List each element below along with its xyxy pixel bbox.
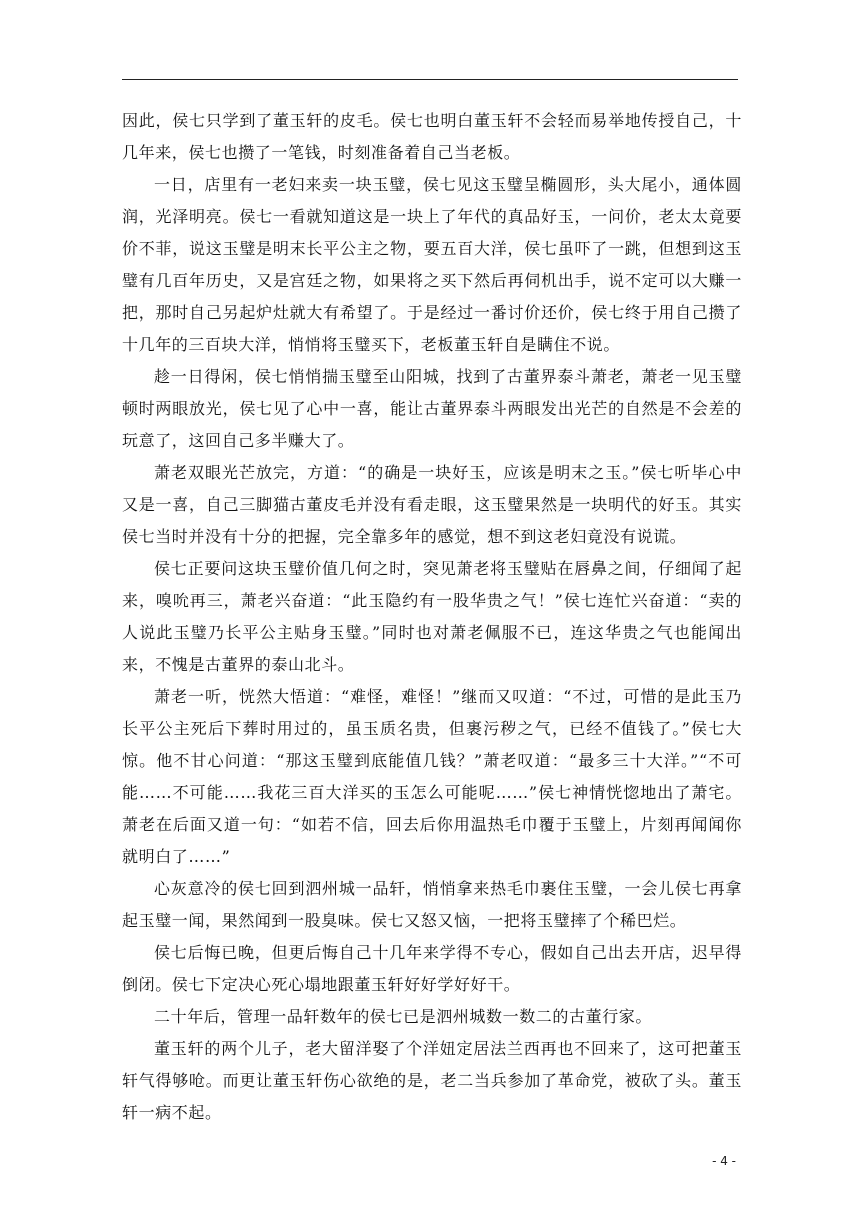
paragraph: 因此，侯七只学到了董玉轩的皮毛。侯七也明白董玉轩不会轻而易举地传授自己，十几年来，侯七也攒了一笔钱，时刻准备着自己当老板。 [122,111,742,162]
paragraph: 二十年后，管理一品轩数年的侯七已是泗州城数一数二的古董行家。 [154,1007,653,1026]
paragraph: 董玉轩的两个儿子，老大留洋娶了个洋妞定居法兰西再也不回来了，这可把董玉轩气得够呛。而更让董玉轩伤心欲绝的是，老二当兵参加了革命党，被砍了头。董玉轩一病不起。 [122,1039,742,1122]
paragraph: 趁一日得闲，侯七悄悄揣玉璧至山阳城，找到了古董界泰斗萧老，萧老一见玉璧顿时两眼放光，侯七见了心中一喜，能让古董界泰斗两眼发出光芒的自然是不会差的玩意了，这回自己多半赚大了。 [122,367,742,450]
paragraph: 萧老一听，恍然大悟道：“难怪，难怪！”继而又叹道：“不过，可惜的是此玉乃长平公主死后下葬时用过的，虽玉质名贵，但裹污秽之气，已经不值钱了。”侯七大惊。他不甘心问道：“那这玉璧到底能值几钱？”萧老叹道：“最多三十大洋。”“不可能……不可能……我花三百大洋买的玉怎么可能呢……”侯七神情恍惚地出了萧宅。萧老在后面又道一句：“如若不信，回去后你用温热毛巾覆于玉璧上，片刻再闻闻你就明白了……” [122,687,742,866]
page-number: - 4 - [712,1154,736,1168]
body-text [122,105,742,1129]
paragraph: 心灰意冷的侯七回到泗州城一品轩，悄悄拿来热毛巾裹住玉璧，一会儿侯七再拿起玉璧一闻，果然闻到一股臭味。侯七又怒又恼，一把将玉璧摔了个稀巴烂。 [122,879,742,930]
paragraph: 一日，店里有一老妇来卖一块玉璧，侯七见这玉璧呈椭圆形，头大尾小，通体圆润，光泽明亮。侯七一看就知道这是一块上了年代的真品好玉，一问价，老太太竟要价不菲，说这玉璧是明末长平公主之物，要五百大洋，侯七虽吓了一跳，但想到这玉璧有几百年历史，又是宫廷之物，如果将之买下然后再伺机出手，说不定可以大赚一把，那时自己另起炉灶就大有希望了。于是经过一番讨价还价，侯七终于用自己攒了十几年的三百块大洋，悄悄将玉璧买下，老板董玉轩自是瞒住不说。 [122,175,742,354]
paragraph: 萧老双眼光芒放完，方道：“的确是一块好玉，应该是明末之玉。”侯七听毕心中又是一喜，自己三脚猫古董皮毛并没有看走眼，这玉璧果然是一块明代的好玉。其实侯七当时并没有十分的把握，完全靠多年的感觉，想不到这老妇竟没有说谎。 [122,463,742,546]
paragraph: 侯七正要问这块玉璧价值几何之时，突见萧老将玉璧贴在唇鼻之间，仔细闻了起来，嗅吮再三，萧老兴奋道：“此玉隐约有一股华贵之气！”侯七连忙兴奋道：“卖的人说此玉璧乃长平公主贴身玉璧。”同时也对萧老佩服不已，连这华贵之气也能闻出来，不愧是古董界的泰山北斗。 [122,559,742,674]
header-rule [122,79,738,80]
paragraph: 侯七后悔已晚，但更后悔自己十几年来学得不专心，假如自己出去开店，迟早得倒闭。侯七下定决心死心塌地跟董玉轩好好学好好干。 [122,943,742,994]
